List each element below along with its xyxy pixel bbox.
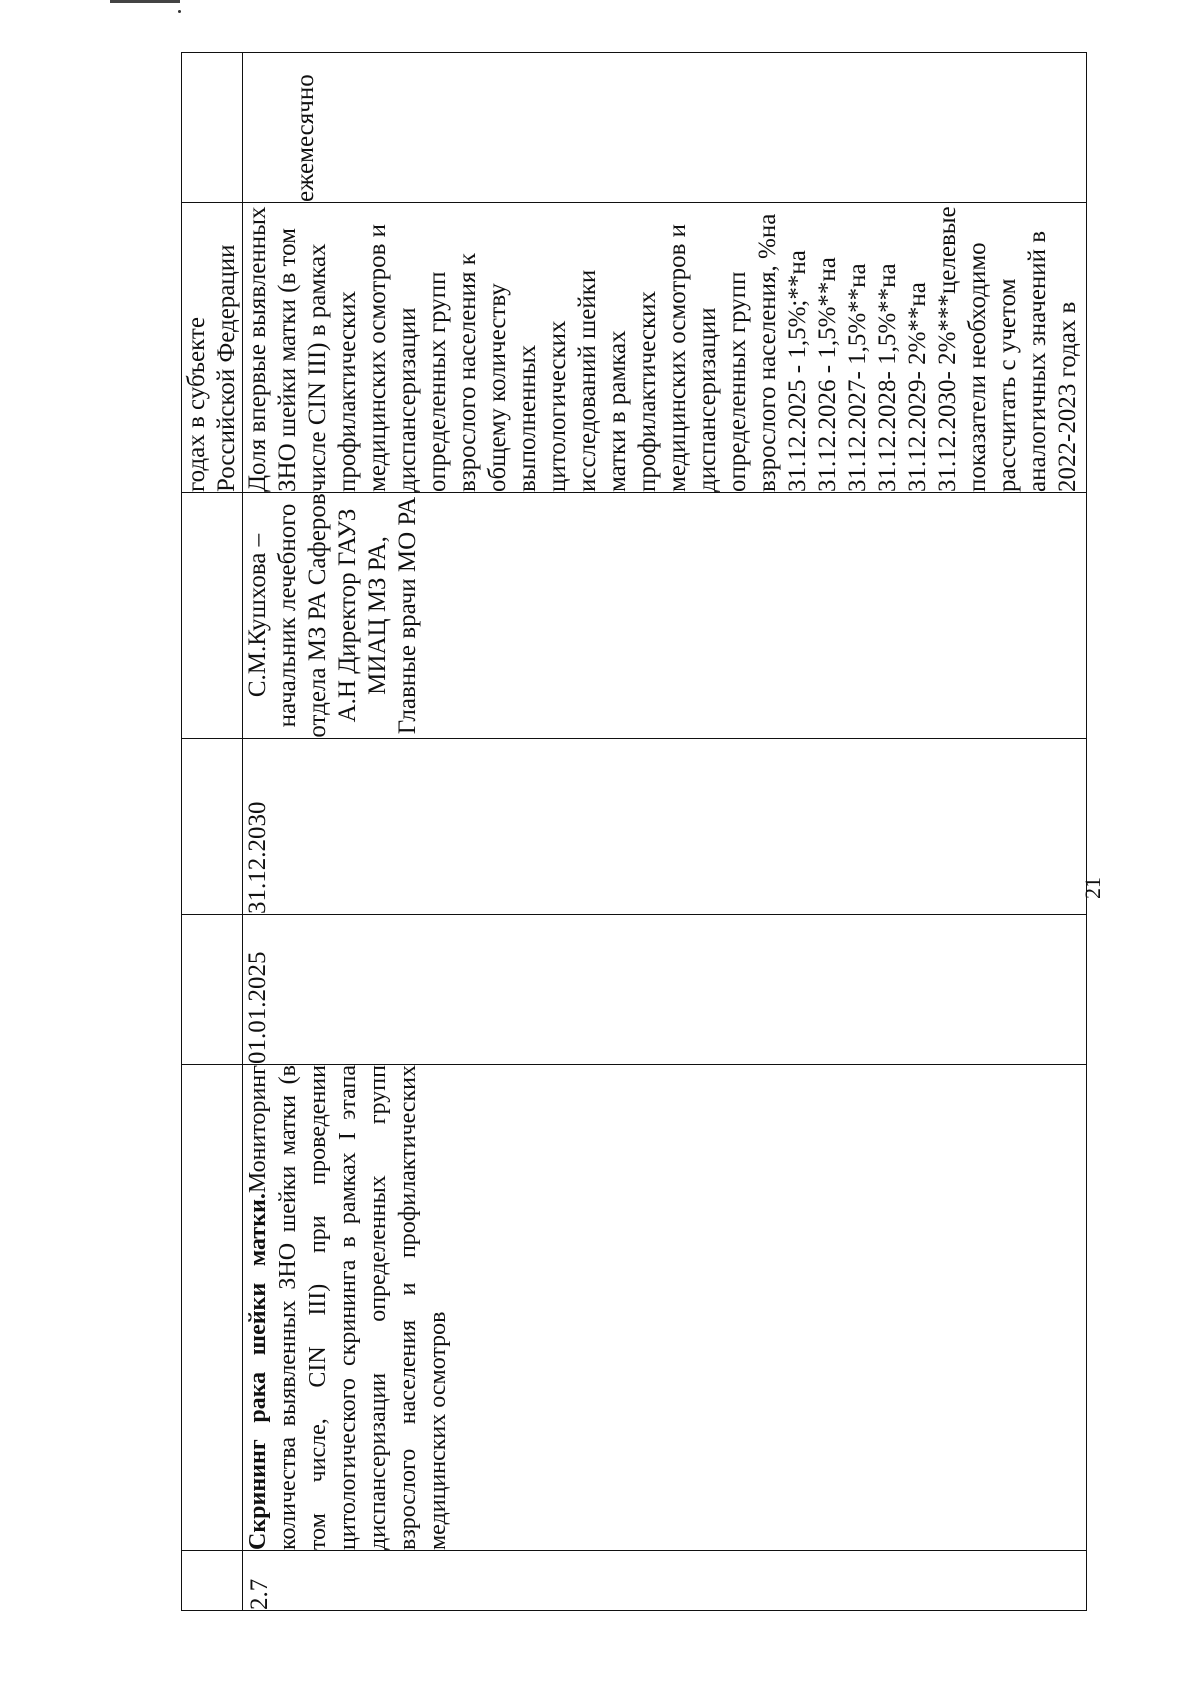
indicator-line: рассчитать с учетом [994, 278, 1021, 492]
indicator-line: общему количеству [484, 283, 511, 492]
indicator-line: 31.12.2030- 2%***целевые [934, 206, 961, 492]
indicator-cell [243, 203, 1087, 493]
indicator-line: диспансеризации [394, 307, 421, 492]
indicator-line: диспансеризации [694, 307, 721, 492]
event-description [243, 1065, 453, 1550]
responsible-persons: С.М.Кушхова – начальник лечебного отдела МЗ РА Саферов А.Н Директор ГАУЗ МИАЦ МЗ РА, Главные врачи МО РА [244, 493, 421, 738]
indicator-line: 31.12.2027- 1,5%**на [844, 263, 871, 492]
indicator-line: Доля впервые выявленных [244, 206, 271, 492]
rotated-page-content [181, 53, 1087, 1611]
table-cell [182, 53, 243, 203]
indicator-line: 31.12.2028- 1,5%**на [874, 263, 901, 492]
indicator-line: медицинских осмотров и [664, 223, 691, 492]
event-cell [243, 1065, 1087, 1551]
start-date: 01.01.2025 [244, 951, 271, 1064]
plan-table [181, 52, 1087, 1611]
prev-indicator-line: годах в субъекте [183, 317, 210, 492]
table-cell [182, 493, 243, 739]
indicator-line: определенных групп [424, 271, 451, 492]
start-date-cell [243, 915, 1087, 1065]
indicator-line: 31.12.2026 - 1,5%**на [814, 257, 841, 492]
table-cell [182, 1551, 243, 1611]
indicator-line: медицинских осмотров и [364, 223, 391, 492]
end-date: 31.12.2030 [244, 801, 271, 914]
indicator-line: цитологических [544, 320, 571, 492]
indicator-line: матки в рамках [604, 330, 631, 492]
responsible-cell [243, 493, 1087, 739]
indicator-line: профилактических [334, 290, 361, 492]
indicator-line: выполненных [514, 344, 541, 492]
table-cell [182, 915, 243, 1065]
indicator-line: ЗНО шейки матки (в том [274, 227, 301, 492]
row-number: 2.7 [246, 1578, 273, 1610]
row-number-cell [243, 1551, 1087, 1611]
frequency-cell [243, 53, 1087, 203]
scan-artifact-dot [178, 10, 181, 13]
indicator-line: аналогичных значений в [1024, 230, 1051, 492]
indicator-line: взрослого населения к [454, 253, 481, 492]
page-number: 21 [1080, 877, 1105, 899]
table-cell [182, 739, 243, 915]
table-row-continuation [182, 53, 243, 1611]
prev-indicator-cell [182, 203, 243, 493]
indicator-line: показатели необходимо [964, 242, 991, 492]
end-date-cell [243, 739, 1087, 915]
indicator-line: 31.12.2029- 2%**на [904, 282, 931, 492]
table-cell [182, 1065, 243, 1551]
indicator-line: взрослого населения, %на [754, 213, 781, 492]
indicator-line: 2022-2023 годах в [1054, 301, 1081, 492]
event-body: Мониторинг количества выявленных ЗНО шейки матки (в том числе, CIN III) при проведении цитологического скрининга в рамках I этапа диспансеризации определенных групп взрослого населения и профилактических медицинских осмотров [245, 1065, 451, 1550]
frequency: ежемесячно [292, 74, 319, 202]
prev-indicator-line: Российской Федерации [213, 244, 240, 492]
scan-artifact [110, 0, 180, 3]
table-row [243, 53, 1087, 1611]
indicator-line: исследований шейки [574, 269, 601, 492]
indicator-line: числе CIN III) в рамках [304, 243, 331, 492]
event-title: Скрининг рака шейки матки. [245, 1193, 271, 1550]
indicator-line: профилактических [634, 290, 661, 492]
indicator-line: 31.12.2025 - 1,5%;**на [784, 250, 811, 492]
indicator-line: определенных групп [724, 271, 751, 492]
